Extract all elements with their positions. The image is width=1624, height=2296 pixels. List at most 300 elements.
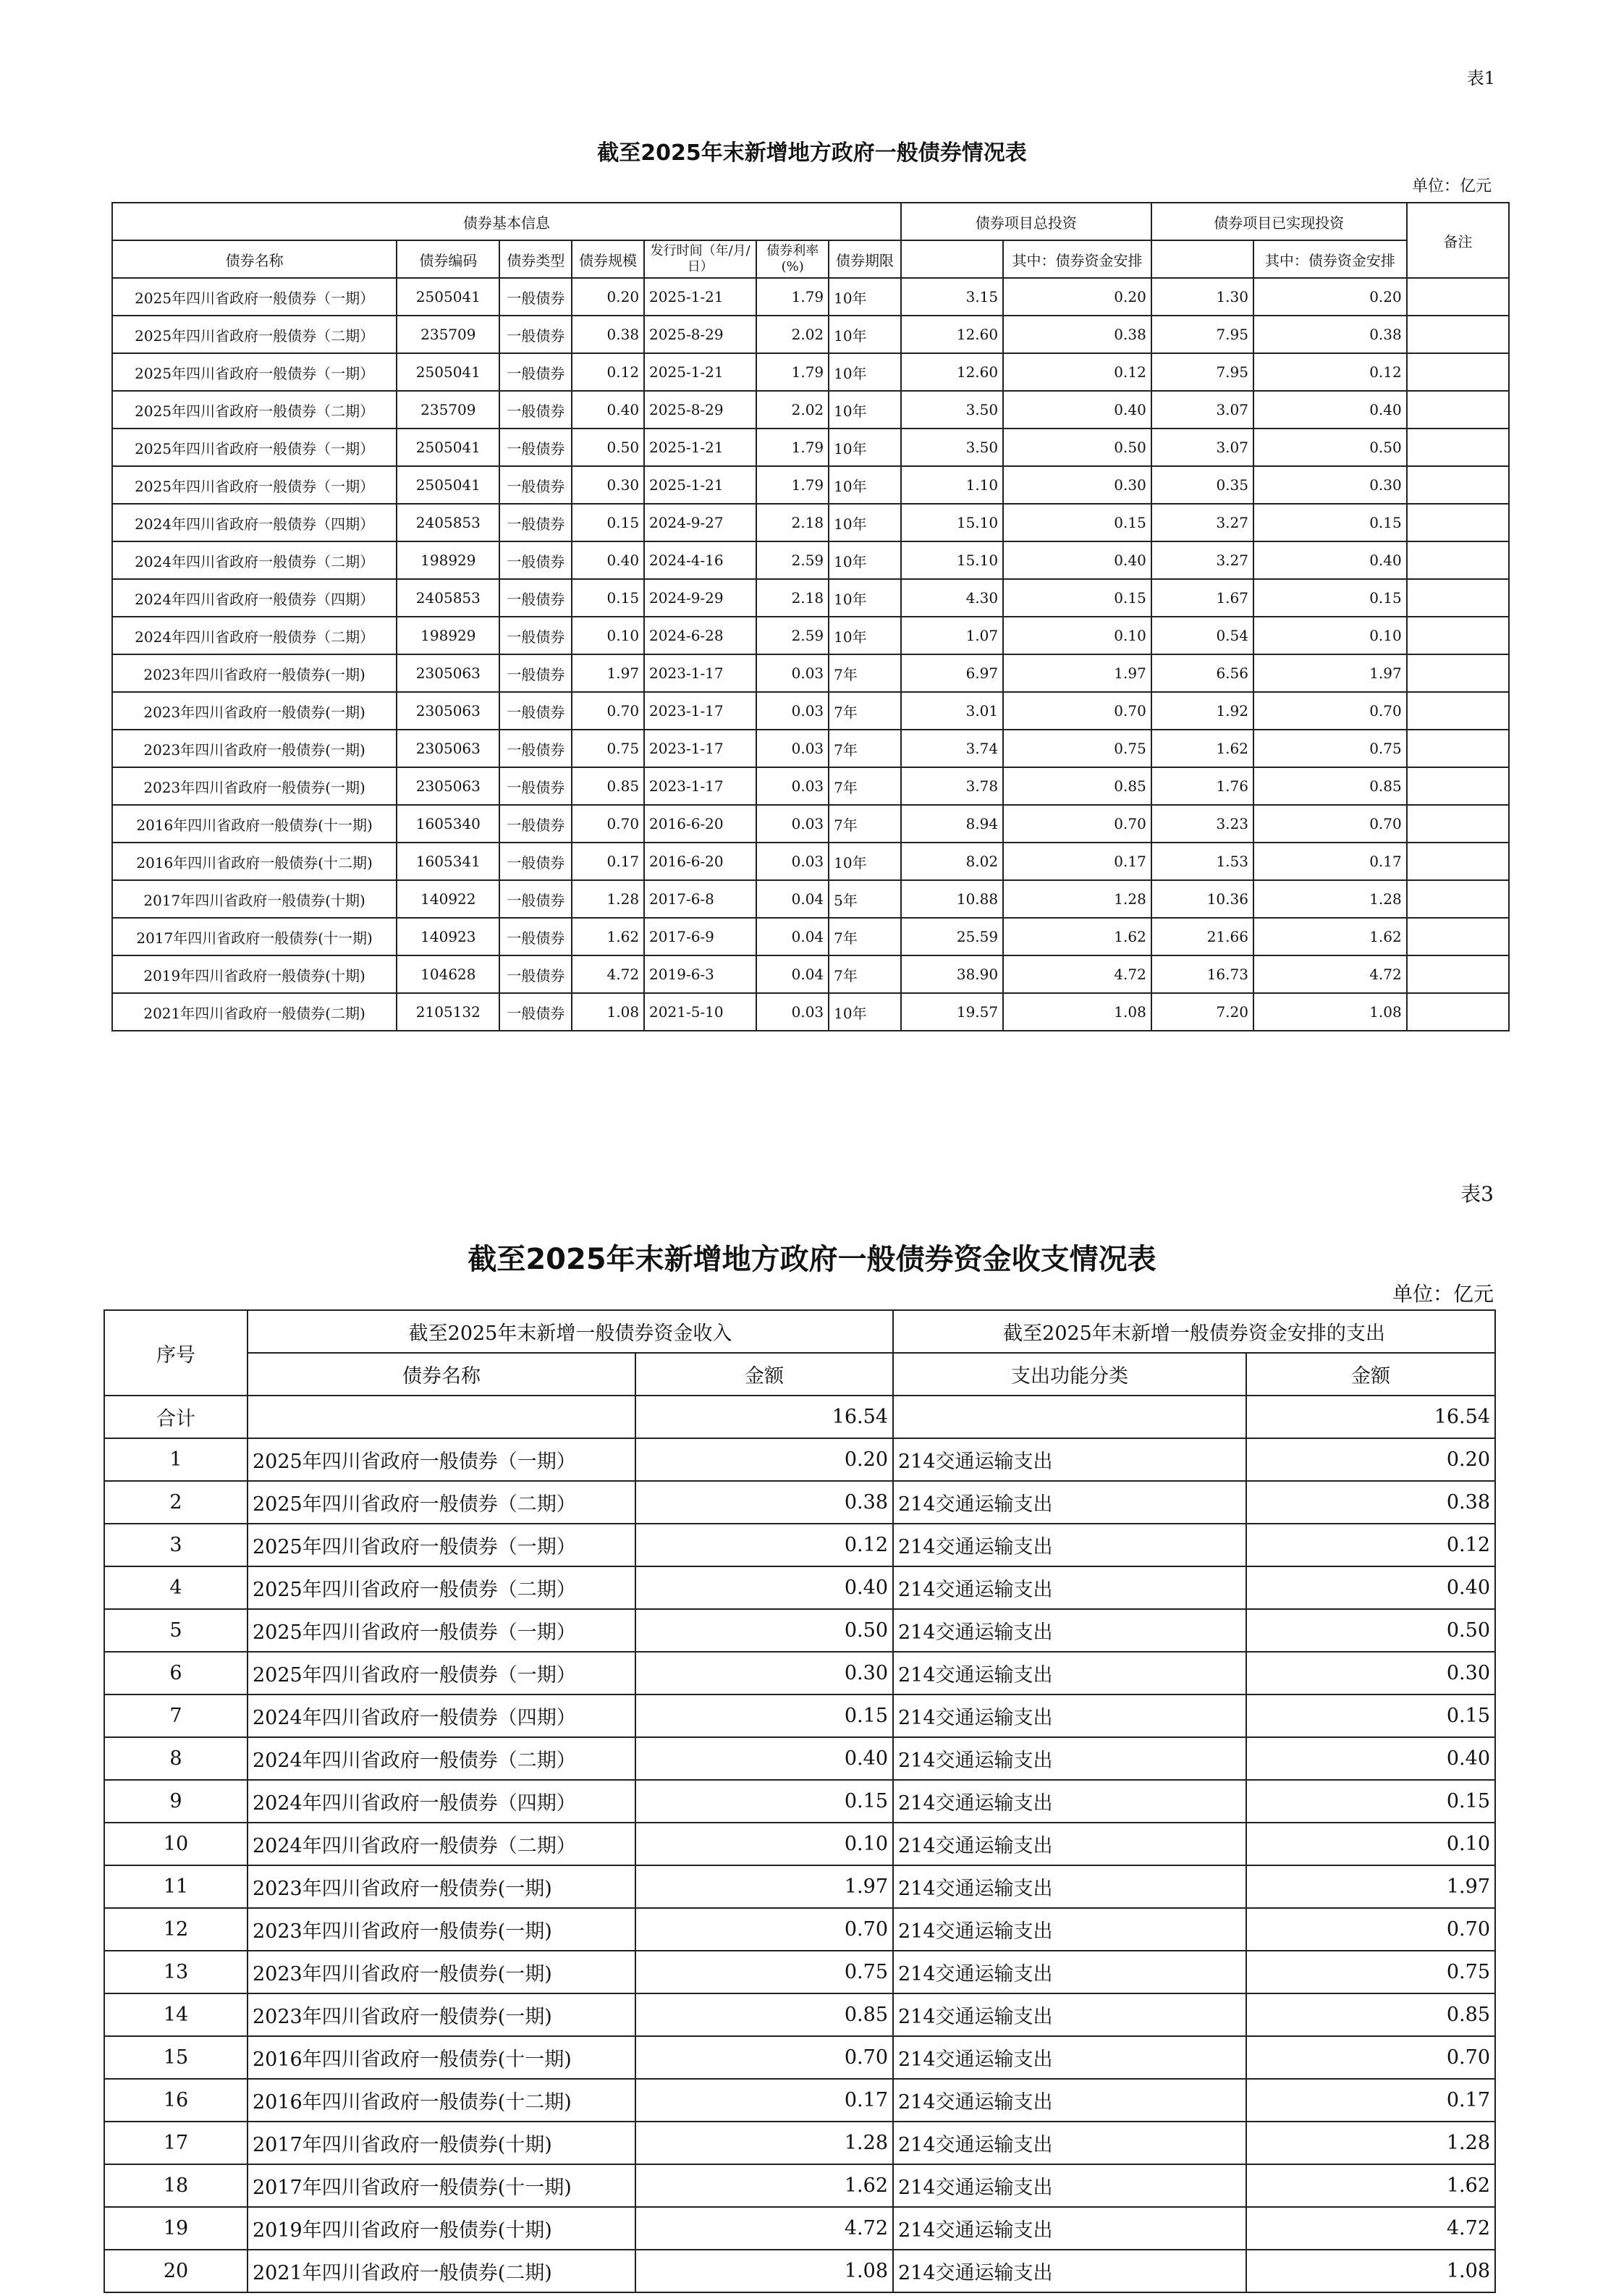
cell-type: 一般债券	[499, 955, 572, 993]
cell-total: 8.94	[901, 805, 1003, 843]
cell-real-bond: 0.12	[1253, 353, 1407, 391]
cell-name: 2025年四川省政府一般债券（二期）	[248, 1481, 635, 1524]
total-investment-header: 债券项目总投资	[901, 203, 1151, 240]
cell-rate: 0.03	[756, 767, 829, 805]
cell-name: 2025年四川省政府一般债券（一期）	[248, 1609, 635, 1652]
cell-real-bond: 0.50	[1253, 429, 1407, 466]
cell-func: 214交通运输支出	[893, 2036, 1246, 2079]
cell-amount2: 1.08	[1246, 2250, 1495, 2292]
cell-real-bond: 1.62	[1253, 918, 1407, 955]
cell-seq: 2	[104, 1481, 248, 1524]
cell-code: 2305063	[397, 767, 499, 805]
cell-total-bond: 0.15	[1003, 579, 1151, 617]
cell-name: 2019年四川省政府一般债券(十期)	[112, 955, 397, 993]
total-label: 合计	[104, 1396, 248, 1438]
col-bond-name: 债券名称	[248, 1353, 635, 1396]
col-bond-scale: 债券规模	[572, 240, 644, 278]
cell-seq: 18	[104, 2164, 248, 2207]
table-row	[104, 1737, 1495, 1780]
cell-date: 2025-8-29	[644, 391, 756, 429]
table-row	[104, 1481, 1495, 1524]
cell-total: 12.60	[901, 353, 1003, 391]
cell-name: 2023年四川省政府一般债券(一期)	[112, 692, 397, 730]
cell-name: 2024年四川省政府一般债券（四期）	[112, 504, 397, 541]
cell-code: 235709	[397, 316, 499, 353]
cell-name: 2024年四川省政府一般债券（四期）	[112, 579, 397, 617]
table-row	[104, 2079, 1495, 2122]
cell-scale: 0.70	[572, 692, 644, 730]
cell-type: 一般债券	[499, 541, 572, 579]
table-row	[104, 1865, 1495, 1908]
cell-type: 一般债券	[499, 504, 572, 541]
table-row	[104, 1908, 1495, 1951]
cell-rate: 2.18	[756, 504, 829, 541]
cell-scale: 0.10	[572, 617, 644, 654]
cell-term: 10年	[829, 391, 901, 429]
col-bond-type: 债券类型	[499, 240, 572, 278]
cell-total: 1.07	[901, 617, 1003, 654]
cell-rate: 2.59	[756, 541, 829, 579]
col-total-of-which: 其中：债券资金安排	[1003, 240, 1151, 278]
cell-total: 3.15	[901, 278, 1003, 316]
cell-scale: 0.17	[572, 843, 644, 880]
table-row	[112, 391, 1509, 429]
cell-amount: 0.20	[635, 1438, 893, 1481]
cell-real: 3.27	[1151, 541, 1253, 579]
cell-name: 2017年四川省政府一般债券(十一期)	[248, 2164, 635, 2207]
cell-real: 3.07	[1151, 391, 1253, 429]
cell-real: 3.07	[1151, 429, 1253, 466]
cell-date: 2021-5-10	[644, 993, 756, 1031]
cell-code: 140922	[397, 880, 499, 918]
cell-real-bond: 0.40	[1253, 391, 1407, 429]
cell-seq: 12	[104, 1908, 248, 1951]
cell-amount2: 0.85	[1246, 1993, 1495, 2036]
cell-func: 214交通运输支出	[893, 1694, 1246, 1737]
cell-func: 214交通运输支出	[893, 1908, 1246, 1951]
cell-real: 1.53	[1151, 843, 1253, 880]
cell-code: 2405853	[397, 579, 499, 617]
cell-code: 1605341	[397, 843, 499, 880]
cell-name: 2025年四川省政府一般债券（二期）	[248, 1566, 635, 1609]
cell-amount2: 0.20	[1246, 1438, 1495, 1481]
cell-scale: 0.75	[572, 730, 644, 767]
cell-total-bond: 0.12	[1003, 353, 1151, 391]
table3-group-header-row	[104, 1310, 1495, 1353]
cell-term: 10年	[829, 541, 901, 579]
cell-date: 2024-9-27	[644, 504, 756, 541]
cell-code: 2305063	[397, 730, 499, 767]
cell-real: 3.23	[1151, 805, 1253, 843]
cell-amount2: 0.10	[1246, 1823, 1495, 1865]
table-row	[104, 2122, 1495, 2164]
cell-seq: 9	[104, 1780, 248, 1823]
cell-rate: 0.03	[756, 730, 829, 767]
cell-date: 2019-6-3	[644, 955, 756, 993]
cell-real-bond: 0.75	[1253, 730, 1407, 767]
cell-code: 235709	[397, 391, 499, 429]
cell-total-bond: 0.70	[1003, 692, 1151, 730]
cell-type: 一般债券	[499, 767, 572, 805]
cell-rate: 0.03	[756, 654, 829, 692]
cell-func: 214交通运输支出	[893, 1652, 1246, 1694]
table-row	[112, 579, 1509, 617]
col-issue-date: 发行时间（年/月/日）	[644, 240, 756, 278]
cell-term: 7年	[829, 730, 901, 767]
table-row	[112, 843, 1509, 880]
cell-amount: 1.28	[635, 2122, 893, 2164]
cell-amount2: 1.62	[1246, 2164, 1495, 2207]
cell-remark	[1407, 993, 1509, 1031]
col-term: 债券期限	[829, 240, 901, 278]
table3-tag: 表3	[1460, 1182, 1494, 1206]
cell-term: 10年	[829, 617, 901, 654]
cell-amount: 0.10	[635, 1823, 893, 1865]
cell-remark	[1407, 730, 1509, 767]
table1-column-header-row	[112, 240, 1509, 278]
cell-date: 2024-4-16	[644, 541, 756, 579]
cell-real-bond: 0.17	[1253, 843, 1407, 880]
col-total-investment	[901, 240, 1003, 278]
cell-scale: 0.12	[572, 353, 644, 391]
cell-name: 2025年四川省政府一般债券（一期）	[248, 1438, 635, 1481]
cell-term: 10年	[829, 316, 901, 353]
table-row	[104, 2036, 1495, 2079]
cell-remark	[1407, 805, 1509, 843]
table-row	[112, 654, 1509, 692]
cell-code: 2305063	[397, 692, 499, 730]
cell-scale: 0.40	[572, 541, 644, 579]
table-row	[104, 1694, 1495, 1737]
cell-total-bond: 0.85	[1003, 767, 1151, 805]
cell-name: 2025年四川省政府一般债券（一期）	[112, 278, 397, 316]
cell-amount2: 0.70	[1246, 2036, 1495, 2079]
cell-date: 2017-6-8	[644, 880, 756, 918]
table-row	[104, 2207, 1495, 2250]
cell-code: 2105132	[397, 993, 499, 1031]
cell-name: 2024年四川省政府一般债券（四期）	[248, 1694, 635, 1737]
cell-scale: 0.70	[572, 805, 644, 843]
expense-group-header: 截至2025年末新增一般债券资金安排的支出	[893, 1310, 1495, 1353]
cell-real-bond: 1.28	[1253, 880, 1407, 918]
cell-func: 214交通运输支出	[893, 1481, 1246, 1524]
cell-remark	[1407, 955, 1509, 993]
table-row	[112, 316, 1509, 353]
cell-type: 一般债券	[499, 918, 572, 955]
cell-rate: 2.02	[756, 316, 829, 353]
cell-term: 7年	[829, 654, 901, 692]
cell-real-bond: 0.20	[1253, 278, 1407, 316]
cell-real-bond: 0.15	[1253, 504, 1407, 541]
total-income: 16.54	[635, 1396, 893, 1438]
cell-total: 3.50	[901, 391, 1003, 429]
cell-name: 2024年四川省政府一般债券（四期）	[248, 1780, 635, 1823]
cell-name: 2017年四川省政府一般债券(十一期)	[112, 918, 397, 955]
cell-total-bond: 1.28	[1003, 880, 1151, 918]
cell-real: 7.95	[1151, 353, 1253, 391]
cell-date: 2016-6-20	[644, 843, 756, 880]
cell-total-bond: 0.30	[1003, 466, 1151, 504]
cell-code: 2505041	[397, 466, 499, 504]
cell-total: 3.01	[901, 692, 1003, 730]
table-row	[112, 993, 1509, 1031]
cell-scale: 0.85	[572, 767, 644, 805]
table3-column-header-row	[104, 1353, 1495, 1396]
cell-func: 214交通运输支出	[893, 1993, 1246, 2036]
cell-total: 4.30	[901, 579, 1003, 617]
cell-remark	[1407, 843, 1509, 880]
cell-real-bond: 1.08	[1253, 993, 1407, 1031]
cell-rate: 0.04	[756, 918, 829, 955]
cell-date: 2025-1-21	[644, 466, 756, 504]
cell-remark	[1407, 579, 1509, 617]
cell-real: 6.56	[1151, 654, 1253, 692]
cell-seq: 11	[104, 1865, 248, 1908]
table-row	[104, 2250, 1495, 2292]
cell-name: 2021年四川省政府一般债券(二期)	[248, 2250, 635, 2292]
cell-scale: 0.20	[572, 278, 644, 316]
col-bond-name: 债券名称	[112, 240, 397, 278]
cell-name: 2025年四川省政府一般债券（一期）	[112, 466, 397, 504]
income-group-header: 截至2025年末新增一般债券资金收入	[248, 1310, 893, 1353]
table1-title: 截至2025年末新增地方政府一般债券情况表	[597, 140, 1027, 166]
cell-remark	[1407, 654, 1509, 692]
cell-real: 21.66	[1151, 918, 1253, 955]
cell-code: 198929	[397, 541, 499, 579]
cell-rate: 0.03	[756, 843, 829, 880]
table-row	[104, 1823, 1495, 1865]
cell-rate: 2.02	[756, 391, 829, 429]
cell-func: 214交通运输支出	[893, 2079, 1246, 2122]
total-func-cell	[893, 1396, 1246, 1438]
table-row	[112, 730, 1509, 767]
cell-total-bond: 4.72	[1003, 955, 1151, 993]
cell-name: 2023年四川省政府一般债券(一期)	[112, 767, 397, 805]
cell-remark	[1407, 880, 1509, 918]
cell-total-bond: 1.62	[1003, 918, 1151, 955]
bond-fund-table	[103, 1309, 1496, 2293]
cell-scale: 0.30	[572, 466, 644, 504]
cell-date: 2023-1-17	[644, 692, 756, 730]
cell-date: 2023-1-17	[644, 730, 756, 767]
table3-title: 截至2025年末新增地方政府一般债券资金收支情况表	[468, 1243, 1156, 1276]
cell-total-bond: 0.40	[1003, 541, 1151, 579]
cell-total-bond: 0.40	[1003, 391, 1151, 429]
cell-date: 2025-1-21	[644, 353, 756, 391]
cell-scale: 0.40	[572, 391, 644, 429]
cell-code: 2405853	[397, 504, 499, 541]
cell-date: 2025-1-21	[644, 429, 756, 466]
cell-amount2: 0.75	[1246, 1951, 1495, 1993]
cell-remark	[1407, 391, 1509, 429]
cell-name: 2024年四川省政府一般债券（二期）	[248, 1737, 635, 1780]
col-amount: 金额	[635, 1353, 893, 1396]
cell-name: 2017年四川省政府一般债券(十期)	[112, 880, 397, 918]
cell-code: 1605340	[397, 805, 499, 843]
cell-func: 214交通运输支出	[893, 1524, 1246, 1566]
table-row	[112, 880, 1509, 918]
table-row	[112, 955, 1509, 993]
cell-name: 2024年四川省政府一般债券（二期）	[248, 1823, 635, 1865]
cell-total: 19.57	[901, 993, 1003, 1031]
cell-real: 1.62	[1151, 730, 1253, 767]
cell-amount: 0.40	[635, 1737, 893, 1780]
cell-amount2: 0.50	[1246, 1609, 1495, 1652]
cell-amount: 0.12	[635, 1524, 893, 1566]
table1-group-header-row	[112, 203, 1509, 240]
col-bond-code: 债券编码	[397, 240, 499, 278]
cell-name: 2016年四川省政府一般债券(十一期)	[112, 805, 397, 843]
cell-real-bond: 0.30	[1253, 466, 1407, 504]
cell-remark	[1407, 617, 1509, 654]
cell-total-bond: 1.08	[1003, 993, 1151, 1031]
table-row	[112, 429, 1509, 466]
cell-name: 2017年四川省政府一般债券(十期)	[248, 2122, 635, 2164]
cell-real: 7.95	[1151, 316, 1253, 353]
total-row	[104, 1396, 1495, 1438]
cell-type: 一般债券	[499, 730, 572, 767]
cell-scale: 1.28	[572, 880, 644, 918]
cell-seq: 10	[104, 1823, 248, 1865]
cell-name: 2024年四川省政府一般债券（二期）	[112, 617, 397, 654]
table-row	[104, 1609, 1495, 1652]
cell-name: 2023年四川省政府一般债券(一期)	[112, 654, 397, 692]
cell-code: 2505041	[397, 278, 499, 316]
cell-amount: 0.15	[635, 1694, 893, 1737]
cell-real: 1.92	[1151, 692, 1253, 730]
cell-amount: 0.15	[635, 1780, 893, 1823]
cell-func: 214交通运输支出	[893, 1438, 1246, 1481]
cell-func: 214交通运输支出	[893, 1823, 1246, 1865]
cell-real-bond: 0.40	[1253, 541, 1407, 579]
cell-amount: 0.70	[635, 2036, 893, 2079]
table-row	[104, 1438, 1495, 1481]
cell-amount: 1.97	[635, 1865, 893, 1908]
cell-seq: 17	[104, 2122, 248, 2164]
cell-term: 10年	[829, 504, 901, 541]
cell-seq: 19	[104, 2207, 248, 2250]
basic-info-header: 债券基本信息	[112, 203, 901, 240]
cell-term: 10年	[829, 843, 901, 880]
cell-code: 198929	[397, 617, 499, 654]
cell-real: 1.67	[1151, 579, 1253, 617]
cell-type: 一般债券	[499, 805, 572, 843]
cell-seq: 7	[104, 1694, 248, 1737]
col-realized-of-which: 其中：债券资金安排	[1253, 240, 1407, 278]
cell-total: 3.50	[901, 429, 1003, 466]
cell-rate: 0.04	[756, 955, 829, 993]
cell-name: 2021年四川省政府一般债券(二期)	[112, 993, 397, 1031]
cell-term: 5年	[829, 880, 901, 918]
cell-rate: 0.03	[756, 805, 829, 843]
cell-rate: 1.79	[756, 278, 829, 316]
cell-rate: 1.79	[756, 429, 829, 466]
cell-total: 3.74	[901, 730, 1003, 767]
table-row	[112, 767, 1509, 805]
table-row	[112, 692, 1509, 730]
table-row	[112, 541, 1509, 579]
cell-func: 214交通运输支出	[893, 2250, 1246, 2292]
table-row	[112, 805, 1509, 843]
cell-amount: 0.38	[635, 1481, 893, 1524]
table-row	[104, 1993, 1495, 2036]
cell-amount: 0.17	[635, 2079, 893, 2122]
table1-unit: 单位：亿元	[1411, 177, 1492, 195]
cell-term: 7年	[829, 955, 901, 993]
table-row	[112, 466, 1509, 504]
cell-type: 一般债券	[499, 654, 572, 692]
cell-date: 2023-1-17	[644, 654, 756, 692]
cell-real-bond: 4.72	[1253, 955, 1407, 993]
table-row	[104, 2164, 1495, 2207]
cell-real-bond: 0.38	[1253, 316, 1407, 353]
cell-name: 2023年四川省政府一般债券(一期)	[248, 1993, 635, 2036]
cell-amount2: 1.28	[1246, 2122, 1495, 2164]
cell-rate: 2.59	[756, 617, 829, 654]
cell-date: 2017-6-9	[644, 918, 756, 955]
cell-real: 0.35	[1151, 466, 1253, 504]
cell-term: 10年	[829, 579, 901, 617]
cell-total: 25.59	[901, 918, 1003, 955]
cell-total: 3.78	[901, 767, 1003, 805]
cell-type: 一般债券	[499, 353, 572, 391]
cell-type: 一般债券	[499, 316, 572, 353]
cell-real-bond: 0.15	[1253, 579, 1407, 617]
table-row	[112, 504, 1509, 541]
cell-amount2: 1.97	[1246, 1865, 1495, 1908]
cell-remark	[1407, 541, 1509, 579]
cell-remark	[1407, 353, 1509, 391]
cell-amount: 0.40	[635, 1566, 893, 1609]
cell-total-bond: 0.38	[1003, 316, 1151, 353]
cell-rate: 2.18	[756, 579, 829, 617]
cell-total: 10.88	[901, 880, 1003, 918]
table-row	[104, 1524, 1495, 1566]
cell-rate: 0.03	[756, 692, 829, 730]
cell-real-bond: 0.70	[1253, 692, 1407, 730]
cell-seq: 1	[104, 1438, 248, 1481]
bond-info-table	[111, 202, 1510, 1031]
cell-remark	[1407, 918, 1509, 955]
cell-scale: 1.97	[572, 654, 644, 692]
table-row	[112, 278, 1509, 316]
cell-amount2: 0.38	[1246, 1481, 1495, 1524]
cell-type: 一般债券	[499, 579, 572, 617]
cell-amount2: 0.12	[1246, 1524, 1495, 1566]
seq-header: 序号	[104, 1310, 248, 1396]
cell-term: 7年	[829, 767, 901, 805]
cell-amount2: 0.15	[1246, 1780, 1495, 1823]
cell-seq: 6	[104, 1652, 248, 1694]
cell-term: 7年	[829, 692, 901, 730]
table-row	[104, 1566, 1495, 1609]
table-row	[112, 353, 1509, 391]
cell-total: 8.02	[901, 843, 1003, 880]
cell-total: 6.97	[901, 654, 1003, 692]
cell-amount: 0.70	[635, 1908, 893, 1951]
cell-total-bond: 1.97	[1003, 654, 1151, 692]
cell-func: 214交通运输支出	[893, 2122, 1246, 2164]
cell-date: 2024-6-28	[644, 617, 756, 654]
cell-real-bond: 1.97	[1253, 654, 1407, 692]
cell-date: 2016-6-20	[644, 805, 756, 843]
cell-func: 214交通运输支出	[893, 2164, 1246, 2207]
cell-name: 2025年四川省政府一般债券（二期）	[112, 316, 397, 353]
cell-type: 一般债券	[499, 692, 572, 730]
cell-seq: 8	[104, 1737, 248, 1780]
table-row	[112, 918, 1509, 955]
cell-total-bond: 0.15	[1003, 504, 1151, 541]
